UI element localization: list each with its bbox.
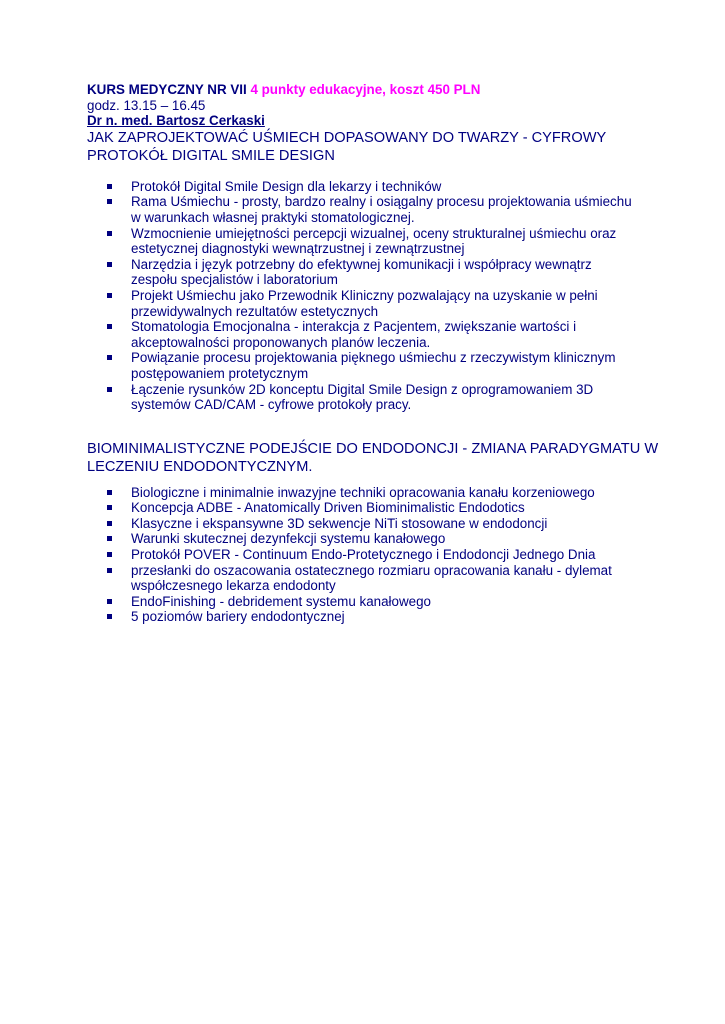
list-item-text: przewidywalnych rezultatów estetycznych [131, 303, 379, 319]
list-item-text: postępowaniem protetycznym [131, 365, 309, 381]
course-lecturer: Dr n. med. Bartosz Cerkaski [87, 113, 265, 129]
list-item-text: Protokół POVER - Continuum Endo-Protetycznego i Endodoncji Jednego Dnia [131, 547, 596, 563]
section2-heading [87, 440, 659, 476]
bullet-square-icon [107, 614, 112, 619]
bullet-square-icon [107, 490, 112, 495]
bullet-square-icon [107, 599, 112, 604]
bullet-square-icon [107, 387, 112, 392]
course-points-cost: 4 punkty edukacyjne, koszt 450 PLN [250, 82, 481, 97]
list-item-text: Wzmocnienie umiejętności percepcji wizualnej, oceny strukturalnej uśmiechu oraz [131, 225, 617, 241]
list-item [87, 350, 647, 381]
list-item [87, 257, 647, 288]
list-item-text: Biologiczne i minimalnie inwazyjne techniki opracowania kanału korzeniowego [131, 484, 595, 500]
list-item [87, 485, 647, 501]
section2-list [87, 485, 647, 625]
list-item [87, 288, 647, 319]
list-item [87, 609, 647, 625]
list-item-text: Powiązanie procesu projektowania pięknego uśmiechu z rzeczywistym klinicznym [131, 350, 616, 366]
list-item [87, 563, 647, 594]
list-item [87, 594, 647, 610]
bullet-square-icon [107, 521, 112, 526]
list-item-text: Protokół Digital Smile Design dla lekarzy i techników [131, 178, 442, 194]
list-item-text: Łączenie rysunków 2D konceptu Digital Smile Design z oprogramowaniem 3D [131, 381, 594, 397]
list-item-text: w warunkach własnej praktyki stomatologicznej. [131, 209, 415, 225]
bullet-square-icon [107, 199, 112, 204]
list-item [87, 500, 647, 516]
bullet-square-icon [107, 293, 112, 298]
list-item-text: Narzędzia i język potrzebny do efektywnej komunikacji i współpracy wewnątrz [131, 256, 592, 272]
list-item-text: systemów CAD/CAM - cyfrowe protokoły pracy. [131, 397, 412, 413]
list-item [87, 531, 647, 547]
list-item [87, 319, 647, 350]
list-item-text: Stomatologia Emocjonalna - interakcja z Pacjentem, zwiększanie wartości i [131, 319, 577, 335]
bullet-square-icon [107, 355, 112, 360]
list-item-text: Koncepcja ADBE - Anatomically Driven Biominimalistic Endodotics [131, 500, 525, 516]
list-item-text: Rama Uśmiechu - prosty, bardzo realny i osiągalny procesu projektowania uśmiechu [131, 194, 632, 210]
list-item-text: akceptowalności proponowanych planów leczenia. [131, 334, 431, 350]
document-page [87, 82, 659, 625]
list-item [87, 194, 647, 225]
bullet-square-icon [107, 184, 112, 189]
list-item [87, 179, 647, 195]
course-title: KURS MEDYCZNY NR VII [87, 82, 247, 97]
section1-heading-line: JAK ZAPROJEKTOWAĆ UŚMIECH DOPASOWANY DO TWARZY - CYFROWY [87, 129, 607, 146]
list-item-text: Projekt Uśmiechu jako Przewodnik Kliniczny pozwalający na uzyskanie w pełni [131, 287, 598, 303]
course-time: godz. 13.15 – 16.45 [87, 97, 206, 113]
section2-heading-line: BIOMINIMALISTYCZNE PODEJŚCIE DO ENDODONCJI - ZMIANA PARADYGMATU W [87, 440, 659, 457]
list-item [87, 226, 647, 257]
list-item [87, 382, 647, 413]
bullet-square-icon [107, 262, 112, 267]
list-item [87, 547, 647, 563]
list-item-text: Klasyczne i ekspansywne 3D sekwencje NiTi stosowane w endodoncji [131, 515, 548, 531]
list-item-text: współczesnego lekarza endodonty [131, 578, 336, 594]
list-item-text: zespołu specjalistów i laboratorium [131, 272, 338, 288]
bullet-square-icon [107, 231, 112, 236]
bullet-square-icon [107, 536, 112, 541]
course-header [87, 82, 647, 98]
section1-list [87, 179, 647, 413]
bullet-square-icon [107, 568, 112, 573]
list-item-text: 5 poziomów bariery endodontycznej [131, 609, 345, 625]
list-item-text: EndoFinishing - debridement systemu kanałowego [131, 593, 431, 609]
list-item-text: przesłanki do oszacowania ostatecznego rozmiaru opracowania kanału - dylemat [131, 562, 612, 578]
list-item [87, 516, 647, 532]
section1-heading [87, 129, 647, 165]
bullet-square-icon [107, 324, 112, 329]
section1-heading-line: PROTOKÓŁ DIGITAL SMILE DESIGN [87, 147, 335, 164]
list-item-text: estetycznej diagnostyki wewnątrzustnej i zewnątrzustnej [131, 241, 465, 257]
bullet-square-icon [107, 552, 112, 557]
list-item-text: Warunki skutecznej dezynfekcji systemu kanałowego [131, 531, 446, 547]
bullet-square-icon [107, 505, 112, 510]
section2-heading-line: LECZENIU ENDODONTYCZNYM. [87, 458, 313, 475]
